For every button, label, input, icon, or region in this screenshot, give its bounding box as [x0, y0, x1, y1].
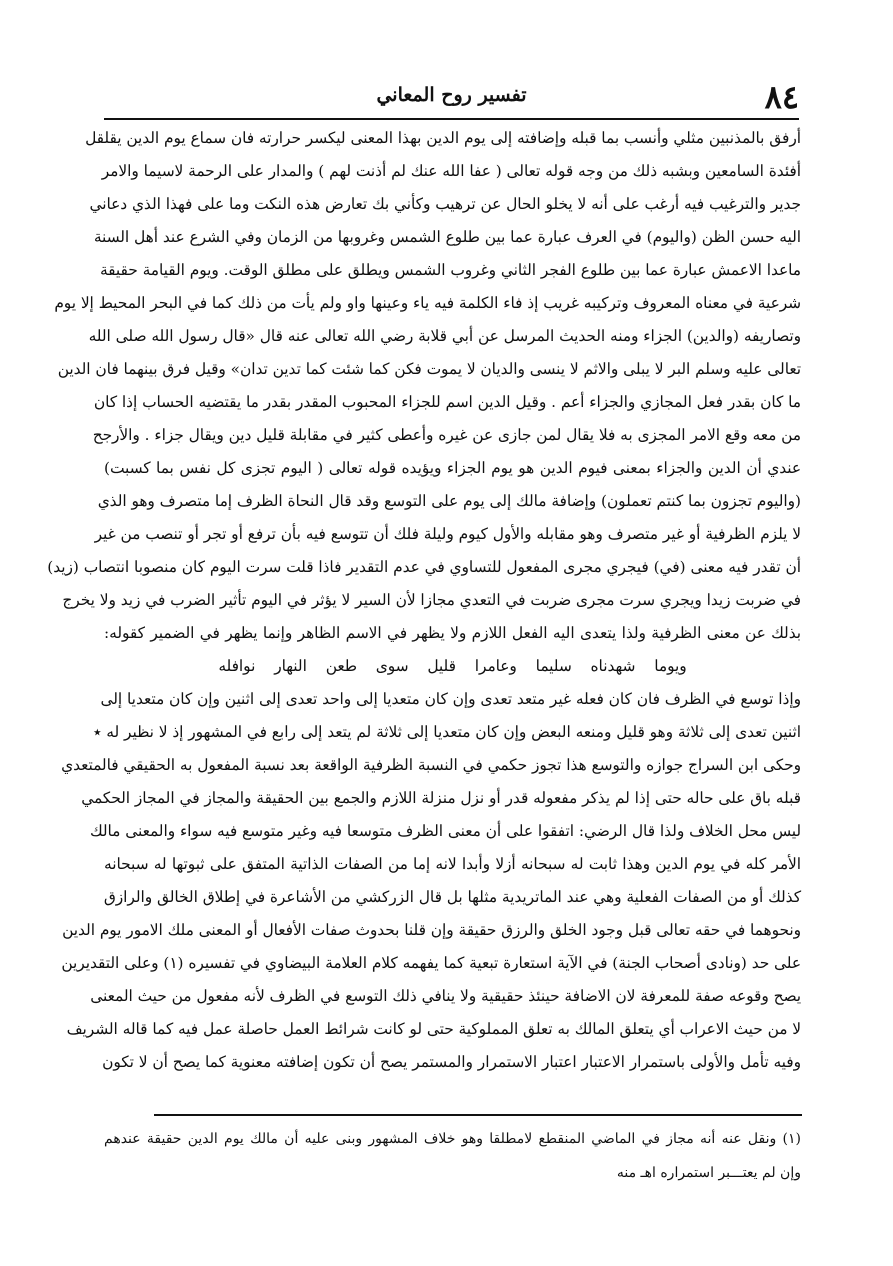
text-line: شرعية في معناه المعروف وتركيبه غريب إذ فاء الكلمة فيه ياء وعينها واو ولم يأت من ذلك كما في البحر المحيط إلا يوم [54, 294, 801, 312]
page-number: ٨٤ [764, 78, 799, 116]
text-line: أفئدة السامعين وبشبه ذلك من وجه قوله تعالى ( عفا الله عنك لم أذنت لهم ) والمدار على الرحمة لاسيما والامر [101, 162, 801, 180]
text-line: لا يلزم الظرفية أو غير متصرف وهو مقابله والأول كيوم وليلة فلك أن تتوسع فيه بأن ترفع أو تجر أو تنصب من غير [94, 525, 801, 543]
text-line: تعالى عليه وسلم البر لا يبلى والاثم لا ينسى والديان لا يموت فكن كما شئت كما تدين تدان» وقيل فرق بينهما فان الدين [57, 360, 801, 378]
text-line: أن تقدر فيه معنى (في) فيجري مجرى المفعول للتساوي في عدم التقدير فاذا قلت سرت اليوم كان منصوبا انتصاب (زيد) [47, 558, 801, 576]
text-line: وإذا توسع في الظرف فان كان فعله غير متعد تعدى وإن كان متعديا إلى واحد تعدى إلى اثنين وإن كان متعديا إلى [100, 690, 801, 708]
text-line: قبله باق على حاله حتى إذا لم يذكر مفعوله قدر أو نزل منزلة اللازم والجمع بين الحقيقة والمجاز في المجاز الحكمي [81, 789, 801, 807]
page-header [104, 78, 799, 120]
text-line: ما كان بقدر فعل المجازي والجزاء أعم . وقيل الدين اسم للجزاء المحبوب المقدر بقدر ما يقتضيه الحساب إذا كان [93, 393, 801, 411]
text-line: وحكى ابن السراج جوازه والتوسع هذا تجوز حكمي في النسبة الظرفية الواقعة بعد نسبة المفعول به الحقيقي فالمتعدي [61, 756, 801, 774]
text-line: جدير والترغيب فيه أرغب على أنه لا يخلو الحال عن ترهيب وكأني بك تعارض هذه النكت وما على فهذا الذي دعاني [89, 195, 801, 213]
text-line: عندي أن الدين والجزاء بمعنى فيوم الدين هو يوم الجزاء ويؤيده قوله تعالى ( اليوم تجزى كل نفس بما كسبت) [104, 459, 801, 477]
footnotes [104, 1122, 801, 1190]
text-line: (واليوم تجزون بما كنتم تعملون) وإضافة مالك إلى يوم على التوسع وقد قال النحاة الظرف إما متصرف وهو الذي [97, 492, 801, 510]
footnote-line: وإن لم يعتـــبر استمراره اهـ منه [616, 1165, 801, 1181]
text-line: اليه حسن الظن (واليوم) في العرف عبارة عما بين طلوع الشمس وغروبها من الزمان وفي الشرع عند أهل السنة [93, 228, 801, 246]
text-line: على حد (ونادى أصحاب الجنة) في الآية استعارة تبعية كما يفهمه كلام العلامة البيضاوي في تفسيره (١) وعلى التقديرين [61, 954, 801, 972]
text-line: يصح وقوعه صفة للمعرفة لان الاضافة حينئذ حقيقية ولا ينافي ذلك التوسع في الظرف لأنه مفعول من حيث المعنى [90, 987, 801, 1005]
footnote-divider [154, 1114, 802, 1116]
text-line: ماعدا الاعمش عبارة عما بين طلوع الفجر الثاني وغروب الشمس ويطلق على مطلق الوقت. ويوم القيامة حقيقة [99, 261, 801, 279]
text-line: وفيه تأمل والأولى باستمرار الاعتبار اعتبار الاستمرار والمستمر يصح أن تكون إضافته معنوية كما يصح أن لا تكون [102, 1053, 801, 1071]
text-line: ونحوهما في حقه تعالى قبل وجود الخلق والرزق حقيقة وإن قلنا بحدوث صفات الأفعال أو المعنى ملك الامور يوم الدين [62, 921, 801, 939]
footnote-line: (١) ونقل عنه أنه مجاز في الماضي المنقطع لامطلقا وهو خلاف المشهور وبنى عليه أن مالك يوم الدين حقيقة عندهم [104, 1131, 801, 1147]
text-line: بذلك عن معنى الظرفية ولذا يتعدى اليه الفعل اللازم ولا يظهر في الاسم الظاهر وإنما يظهر في الضمير كقوله: [104, 624, 801, 642]
text-line: في ضربت زيدا ويجري سرت مجرى ضربت في التعدي مجازا لأن السير لا يؤثر في اليوم تأثير الضرب في زيد ولا يخرج [62, 591, 801, 609]
text-line: ليس محل الخلاف ولذا قال الرضي: اتفقوا على أن معنى الظرف متوسعا فيه وغير متوسع فيه سواء والمعنى مالك [89, 822, 801, 840]
text-line: أرفق بالمذنبين مثلي وأنسب بما قبله وإضافته إلى يوم الدين بهذا المعنى ليكسر حرارته فان سماع يوم الدين يقلقل [85, 129, 801, 147]
text-line: الأمر كله في يوم الدين وهذا ثابت له سبحانه أزلا وأبدا لانه إما من الصفات الذاتية المتفق على ثبوتها له سبحانه [104, 855, 801, 873]
text-line: كذلك أو من الصفات الفعلية وهي عند الماتريدية مثلها بل قال الزركشي من الأشاعرة في إطلاق الخالق والرازق [103, 888, 801, 906]
text-line: من معه وقع الامر المجزى به فلا يقال لمن جازى عن غيره وأعطى كثير في مقابلة قليل دين ويقال جزاء . والأرجح [92, 426, 801, 444]
poetry-verse: ويوما شهدناه سليما وعامرا قليل سوى طعن النهار نوافله [218, 657, 687, 675]
text-line: اثنين تعدى إلى ثلاثة وهو قليل ومنعه البعض وإن كان متعديا إلى ثلاثة لم يتعد إلى رابع في المشهور إذ لا نظير له ٭ [93, 723, 801, 741]
running-title: تفسير روح المعاني [376, 84, 527, 106]
text-line: وتصاريفه (والدين) الجزاء ومنه الحديث المرسل عن أبي قلابة رضي الله تعالى عنه قال «قال رسول الله صلى الله [88, 327, 801, 345]
text-line: لا من حيث الاعراب أي يتعلق المالك به تعلق المملوكية حتى لو كانت شرائط العمل حاصلة عمل فيه كما قاله الشريف [66, 1020, 801, 1038]
main-text [47, 122, 801, 1079]
